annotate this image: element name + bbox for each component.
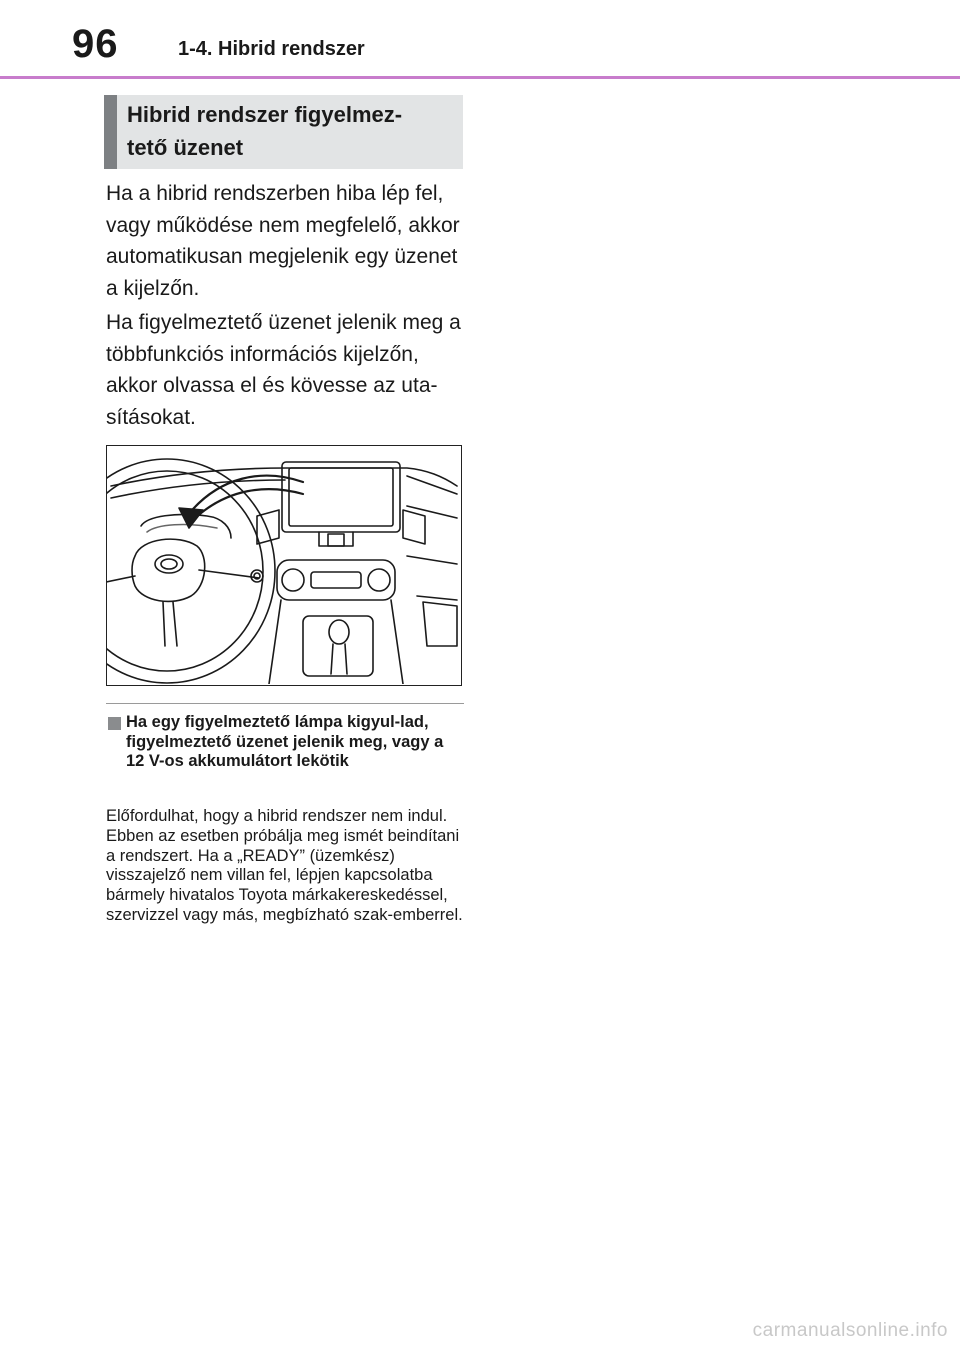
subsection-heading-text: Ha egy figyelmeztető lámpa kigyul-lad, figyelmeztető üzenet jelenik meg, vagy a 12 V-os akkumulátort lekötik — [126, 713, 444, 770]
section-title-box — [104, 95, 463, 169]
page-number: 96 — [72, 22, 119, 66]
square-bullet-icon — [108, 717, 121, 730]
page-header — [0, 0, 960, 78]
section-title-line2: tető üzenet — [127, 135, 244, 160]
section-title-line1: Hibrid rendszer figyelmez- — [127, 102, 403, 127]
subsection-divider — [106, 703, 464, 704]
body-paragraph-2: Ha figyelmeztető üzenet jelenik meg a többfunkciós információs kijelzőn, akkor olvassa el és kövesse az uta-sításokat. — [106, 311, 461, 429]
body-paragraph-1: Ha a hibrid rendszerben hiba lép fel, vagy működése nem megfelelő, akkor automatikusan megjelenik egy üzenet a kijelzőn. — [106, 182, 460, 300]
subsection-text: Előfordulhat, hogy a hibrid rendszer nem indul. Ebben az esetben próbálja meg ismét beindítani a rendszert. Ha a „READY” (üzemkész) visszajelző nem villan fel, lépjen kapcsolatba bármely hivatalos Toyota márkakereskedéssel, szervizzel vagy más, megbízható szak-emberrel. — [106, 807, 463, 924]
watermark[interactable]: carmanualsonline.info — [752, 1320, 948, 1341]
subsection-heading — [108, 713, 464, 772]
header-rule — [0, 76, 960, 79]
chapter-title: 1-4. Hibrid rendszer — [178, 38, 365, 60]
dashboard-illustration — [106, 445, 462, 686]
